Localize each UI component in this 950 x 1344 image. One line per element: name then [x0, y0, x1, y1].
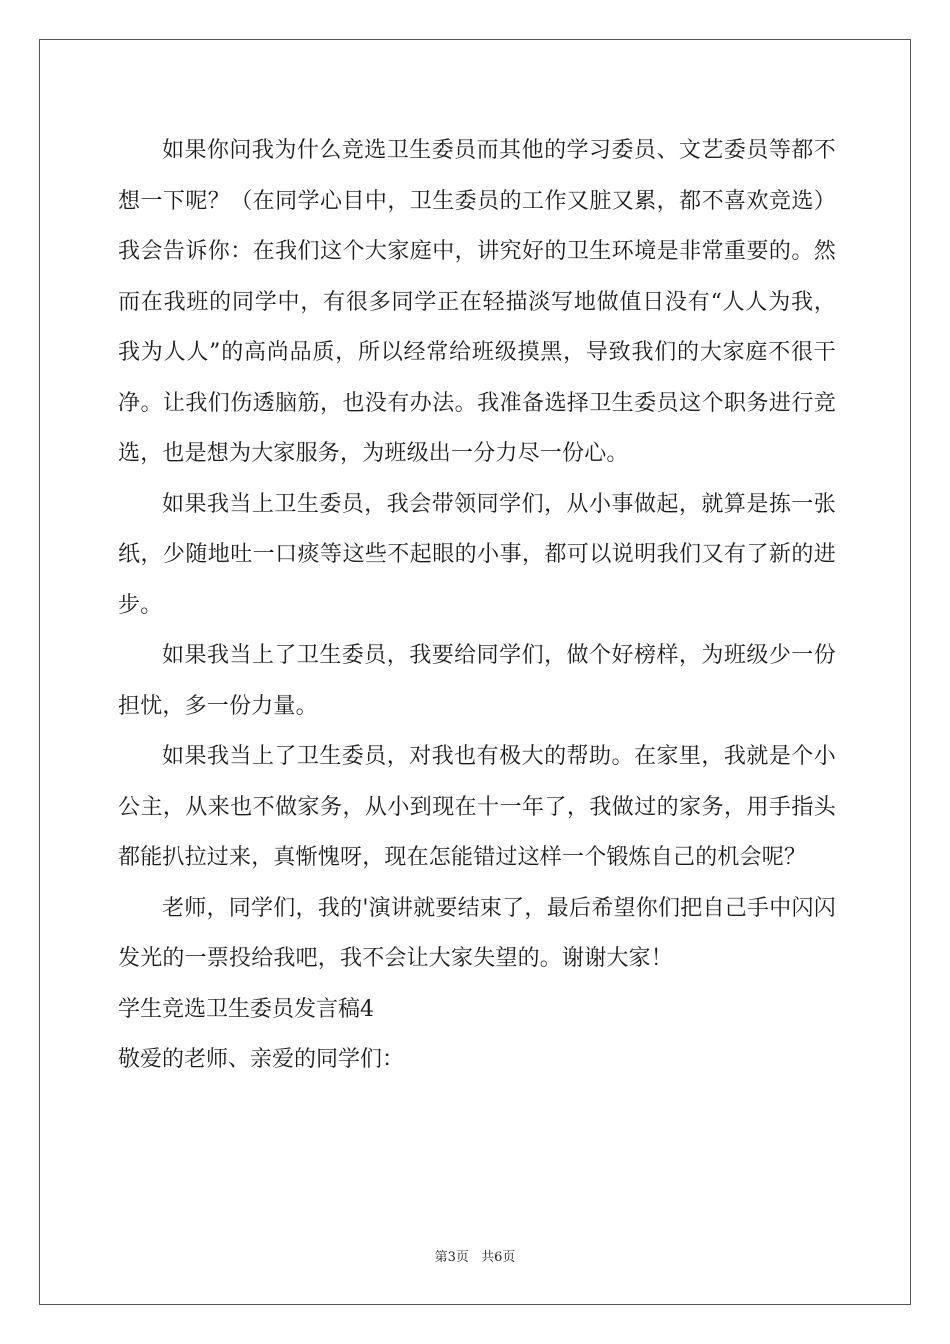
- document-body: [118, 126, 836, 1086]
- paragraph: 如果我当上卫生委员，我会带领同学们，从小事做起，就算是拣一张纸，少随地吐一口痰等这些不起眼的小事，都可以说明我们又有了新的进步。: [118, 491, 836, 618]
- paragraph: 如果我当上了卫生委员，对我也有极大的帮助。在家里，我就是个小公主，从来也不做家务，从小到现在十一年了，我做过的家务，用手指头都能扒拉过来，真惭愧呀，现在怎能错过这样一个锻炼自己的机会呢？: [118, 744, 836, 870]
- salutation: 敬爱的老师、亲爱的同学们：: [118, 1047, 405, 1072]
- section-title: 学生竞选卫生委员发言稿4: [118, 996, 374, 1022]
- page-total: 共6页: [481, 1250, 516, 1265]
- page-number: 第3页: [434, 1250, 469, 1265]
- page-footer: [0, 1246, 950, 1265]
- paragraph: 如果你问我为什么竞选卫生委员而其他的学习委员、文艺委员等都不想一下呢？（在同学心目中，卫生委员的工作又脏又累，都不喜欢竞选）我会告诉你：在我们这个大家庭中，讲究好的卫生环境是非常重要的。然而在我班的同学中，有很多同学正在轻描淡写地做值日没有“人人为我，我为人人”的高尚品质，所以经常给班级摸黑，导致我们的大家庭不很干净。让我们伤透脑筋，也没有办法。我准备选择卫生委员这个职务进行竞选，也是想为大家服务，为班级出一分力尽一份心。: [118, 138, 836, 466]
- paragraph: 如果我当上了卫生委员，我要给同学们，做个好榜样，为班级少一份担忧，多一份力量。: [118, 643, 836, 719]
- paragraph: 老师，同学们，我的'演讲就要结束了，最后希望你们把自己手中闪闪发光的一票投给我吧，我不会让大家失望的。谢谢大家！: [118, 895, 836, 971]
